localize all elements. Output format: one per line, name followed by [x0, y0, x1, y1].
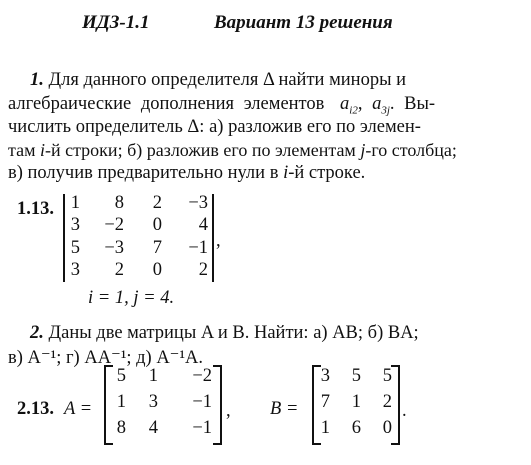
matrix-a-name: A = — [64, 399, 93, 419]
matrix-b-right-bracket — [391, 365, 400, 445]
det-cell: −3 — [104, 238, 124, 258]
matrix-a-cell: 3 — [148, 392, 158, 412]
matrix-a-right-bracket — [213, 365, 222, 445]
matrix-a-cell: 8 — [116, 418, 126, 438]
mats-label: 2.13. — [17, 399, 54, 419]
det-cell: 3 — [70, 260, 80, 280]
task1-line1-text: Для данного определителя Δ найти миноры и — [48, 70, 407, 90]
matrix-a-cell: −2 — [192, 366, 212, 386]
matrix-b-dot: . — [402, 401, 407, 421]
det-comma: , — [216, 231, 221, 251]
det-cell: 3 — [70, 215, 80, 235]
matrix-b-cell: 1 — [351, 392, 361, 412]
det-cell: 4 — [198, 215, 208, 235]
matrix-b-cell: 0 — [382, 418, 392, 438]
det-condition: i = 1, j = 4. — [88, 288, 175, 308]
det-cell: −2 — [104, 215, 124, 235]
matrix-b-name: B = — [270, 399, 299, 419]
matrix-a-cell: 4 — [148, 418, 158, 438]
det-cell: 2 — [152, 193, 162, 213]
task1-line2-text: алгебраические дополнения элементов — [8, 94, 325, 114]
det-cell: 0 — [152, 260, 162, 280]
header-right: Вариант 13 решения — [214, 12, 393, 33]
after-a3j: . Вы- — [389, 94, 436, 114]
det-cell: 2 — [198, 260, 208, 280]
matrix-a-cell: 5 — [116, 366, 126, 386]
matrix-a-cell: 1 — [116, 392, 126, 412]
det-cell: 8 — [114, 193, 124, 213]
task2-line1-text: Даны две матрицы A и B. Найти: а) AB; б) BA; — [48, 323, 419, 343]
task1-line1 — [30, 67, 406, 93]
det-cell: −1 — [188, 238, 208, 258]
task1-line5: в) получив предварительно нули в i-й строке. — [8, 163, 366, 183]
task2-line1 — [30, 320, 419, 346]
a-i2: $a_{i2}$ — [340, 94, 358, 117]
det-cell: 2 — [114, 260, 124, 280]
det-cell: 0 — [152, 215, 162, 235]
matrix-b-cell: 7 — [320, 392, 330, 412]
det-cell: 1 — [70, 193, 80, 213]
matrix-b-cell: 3 — [320, 366, 330, 386]
matrix-b-cell: 5 — [351, 366, 361, 386]
matrix-a-comma: , — [226, 401, 231, 421]
det-cell: 5 — [70, 238, 80, 258]
det-right-bar — [212, 194, 214, 282]
matrix-b-cell: 6 — [351, 418, 361, 438]
matrix-b-cell: 2 — [382, 392, 392, 412]
det-label: 1.13. — [17, 199, 54, 219]
task1-line2: алгебраические дополнения элементов $a_{i2}$, $a_{3j}$. Вы- — [8, 94, 436, 117]
a-3j: $a_{3j}$ — [372, 94, 390, 117]
task1-line3: числить определитель Δ: а) разложив его по элемен- — [8, 117, 421, 137]
task2-line2: в) A⁻¹; г) AA⁻¹; д) A⁻¹A. — [8, 348, 203, 368]
matrix-a-cell: −1 — [192, 418, 212, 438]
det-cell: −3 — [188, 193, 208, 213]
task1-number: 1. — [30, 70, 44, 90]
task2-number: 2. — [30, 323, 44, 343]
task1-line4: там i-й строки; б) разложив его по элементам j-го столбца; — [8, 140, 457, 160]
det-cell: 7 — [152, 238, 162, 258]
header-left: ИДЗ-1.1 — [82, 12, 150, 33]
matrix-b-cell: 5 — [382, 366, 392, 386]
matrix-a-cell: 1 — [148, 366, 158, 386]
matrix-a-cell: −1 — [192, 392, 212, 412]
matrix-b-cell: 1 — [320, 418, 330, 438]
